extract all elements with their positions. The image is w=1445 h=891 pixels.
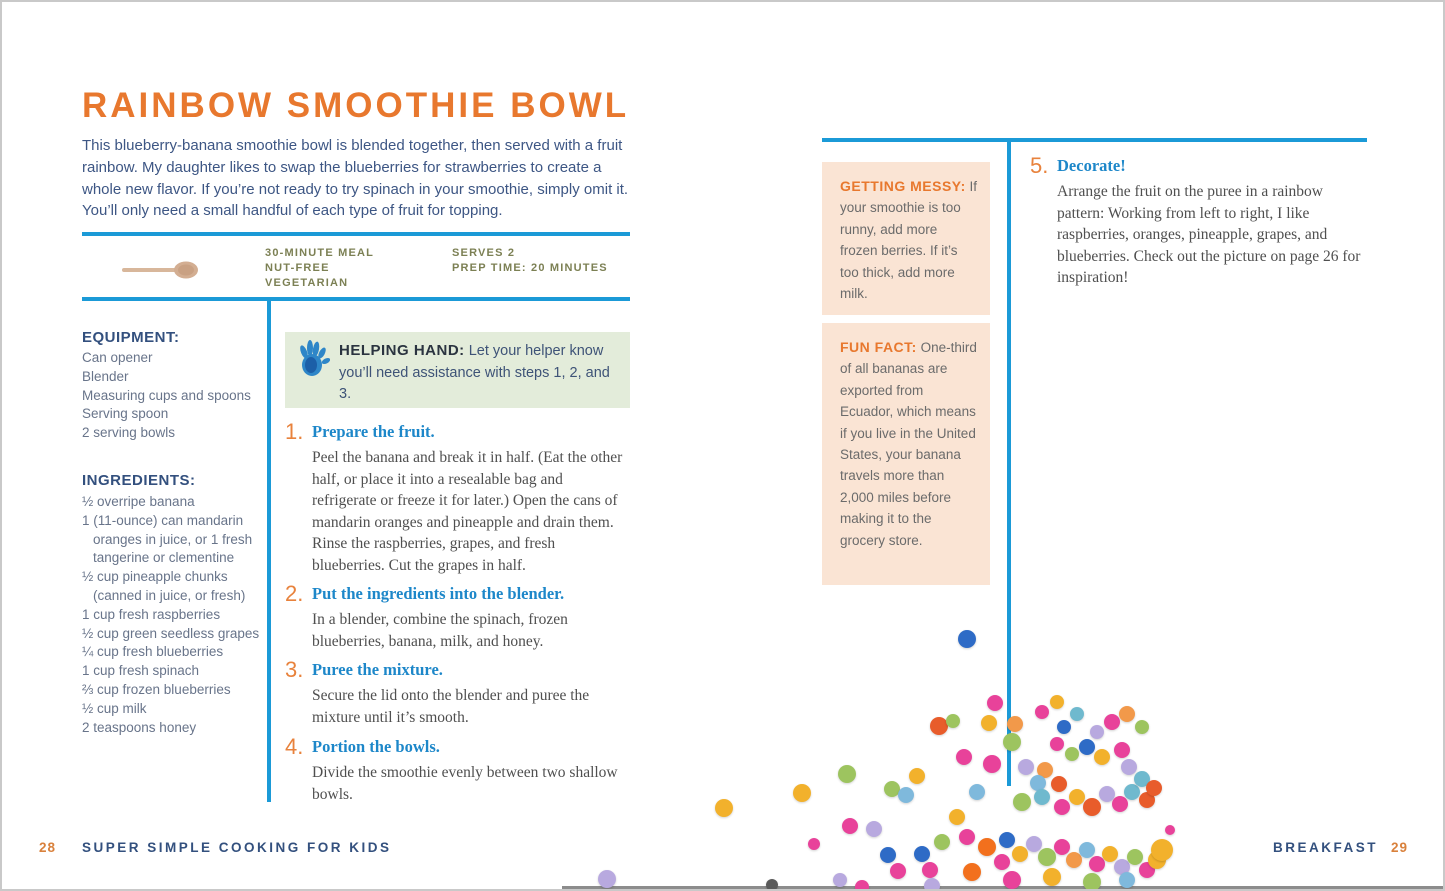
confetti-dot [1026, 836, 1042, 852]
confetti-dot [1003, 733, 1021, 751]
ingredient-item: 1 cup fresh raspberries [82, 606, 221, 622]
confetti-dot [922, 862, 938, 878]
left-column-divider [267, 297, 271, 802]
confetti-dot [1037, 762, 1053, 778]
confetti-dot [987, 695, 1003, 711]
confetti-dot [1104, 714, 1120, 730]
confetti-dot [934, 834, 950, 850]
confetti-dot [793, 784, 811, 802]
wooden-spoon-icon [120, 258, 200, 287]
confetti-dot [959, 829, 975, 845]
confetti-dot [1099, 786, 1115, 802]
confetti-dot [1018, 759, 1034, 775]
confetti-dot [1079, 739, 1095, 755]
confetti-dot [969, 784, 985, 800]
confetti-dot [1050, 737, 1064, 751]
confetti-dot [833, 873, 847, 887]
step-2-body: In a blender, combine the spinach, frozen blueberries, banana, milk, and honey. [312, 611, 568, 650]
step-5 [1030, 153, 1370, 289]
confetti-dot [1070, 707, 1084, 721]
ingredient-item: ¼ cup fresh blueberries [82, 644, 224, 660]
fun-fact-note: FUN FACT: One-third of all bananas are exported from Ecuador, which means if you live in the United States, your banana travels more than 2,000 miles before making it to the grocery store. [840, 339, 977, 548]
confetti-dot [1146, 780, 1162, 796]
confetti-dot [1094, 749, 1110, 765]
ingredient-item: 1 (11-ounce) can mandarin oranges in juice, or 1 fresh tangerine or clementine [82, 512, 253, 566]
ingredient-item: ½ cup green seedless grapes [82, 625, 260, 641]
getting-messy-label: GETTING MESSY: [840, 178, 966, 194]
confetti-dot [1102, 846, 1118, 862]
confetti-dot [909, 768, 925, 784]
confetti-dot [1043, 868, 1061, 886]
step-2 [285, 581, 630, 652]
equipment-item: Can opener [82, 350, 153, 365]
step-5-title: Decorate! [1057, 156, 1126, 175]
confetti-dot [946, 714, 960, 728]
confetti-dot [884, 781, 900, 797]
step-1-title: Prepare the fruit. [312, 422, 435, 441]
confetti-dot [1051, 776, 1067, 792]
ingredient-item: ½ overripe banana [82, 494, 195, 509]
confetti-dot [890, 863, 906, 879]
confetti-dot [1054, 799, 1070, 815]
getting-messy-note: GETTING MESSY: If your smoothie is too runny, add more frozen berries. If it’s too thick, add more milk. [840, 178, 978, 302]
confetti-dot [1066, 852, 1082, 868]
confetti-dot [1012, 846, 1028, 862]
fun-fact-label: FUN FACT: [840, 339, 917, 355]
confetti-dot [963, 863, 981, 881]
right-footer-title: BREAKFAST [1273, 840, 1379, 855]
recipe-intro: This blueberry-banana smoothie bowl is blended together, then served with a fruit rainbow. My daughter likes to swap the blueberries for strawberries to create a whole new flavor. If you’re not ready to try spinach in your smoothie, simply omit it. You’ll only need a small handful of each type of fruit for topping. [82, 137, 629, 220]
ingredient-item: ½ cup pineapple chunks (canned in juice, or fresh) [82, 569, 246, 603]
step-2-number: 2. [285, 581, 304, 606]
confetti-dot [1112, 796, 1128, 812]
helping-hand-note: HELPING HAND: Let your helper know you’ll need assistance with steps 1, 2, and 3. [339, 342, 610, 402]
confetti-dot [1119, 706, 1135, 722]
step-3 [285, 657, 630, 728]
fun-fact-box [822, 323, 990, 585]
hand-icon [296, 340, 330, 385]
confetti-dot [1139, 792, 1155, 808]
confetti-dot [808, 838, 820, 850]
confetti-dot [1139, 862, 1155, 878]
confetti-dot [1035, 705, 1049, 719]
left-page-number: 28 [39, 840, 57, 855]
confetti-dot [842, 818, 858, 834]
confetti-dot [1134, 771, 1150, 787]
confetti-dot [1034, 789, 1050, 805]
step-4-body: Divide the smoothie evenly between two shallow bowls. [312, 764, 618, 803]
confetti-dot [1121, 759, 1137, 775]
ingredient-item: ⅔ cup frozen blueberries [82, 681, 231, 697]
step-1 [285, 419, 630, 577]
meal-tags: 30-MINUTE MEAL NUT-FREE VEGETARIAN [265, 247, 375, 289]
step-1-number: 1. [285, 419, 304, 444]
confetti-dot [715, 799, 733, 817]
confetti-dot [1038, 848, 1056, 866]
equipment-item: Serving spoon [82, 406, 169, 422]
right-column-divider [1007, 138, 1011, 786]
confetti-dot [1013, 793, 1031, 811]
confetti-dot [999, 832, 1015, 848]
confetti-dot [924, 878, 940, 891]
confetti-dot [1057, 720, 1071, 734]
step-4-number: 4. [285, 734, 304, 759]
confetti-dot [1079, 842, 1095, 858]
confetti-dot [983, 755, 1001, 773]
confetti-dot [1127, 849, 1143, 865]
step-3-number: 3. [285, 657, 304, 682]
ingredients-heading: INGREDIENTS: [82, 472, 196, 489]
confetti-dot [1114, 859, 1130, 875]
equipment-item: 2 serving bowls [82, 425, 176, 441]
confetti-dot [1148, 851, 1166, 869]
equipment-heading: EQUIPMENT: [82, 329, 180, 346]
step-4 [285, 734, 630, 805]
equipment-item: Blender [82, 368, 129, 384]
ingredient-item: ½ cup milk [82, 700, 147, 716]
step-3-body: Secure the lid onto the blender and puree the mixture until it’s smooth. [312, 687, 590, 726]
confetti-dot [981, 715, 997, 731]
confetti-dot [1054, 839, 1070, 855]
confetti-dot [1135, 720, 1149, 734]
photo-table-edge [562, 886, 1445, 891]
getting-messy-box [822, 162, 990, 315]
confetti-dot [1089, 856, 1105, 872]
right-page-number: 29 [1391, 840, 1409, 855]
confetti-dot [958, 630, 976, 648]
ingredients-list [82, 493, 264, 737]
confetti-dot [838, 765, 856, 783]
confetti-dot [1065, 747, 1079, 761]
confetti-dot [866, 821, 882, 837]
divider-rule-bottom [82, 297, 630, 301]
confetti-dot [994, 854, 1010, 870]
confetti-dot [914, 846, 930, 862]
confetti-dot [1151, 839, 1173, 861]
left-footer-title: SUPER SIMPLE COOKING FOR KIDS [82, 840, 392, 855]
confetti-dot [956, 749, 972, 765]
meal-serving-info: SERVES 2 PREP TIME: 20 MINUTES [452, 247, 608, 274]
step-2-title: Put the ingredients into the blender. [312, 584, 565, 603]
step-5-body: Arrange the fruit on the puree in a rainbow pattern: Working from left to right, I like raspberries, oranges, pineapple, grapes, and blueberries. Check out the picture on page 26 for inspiration! [1057, 183, 1361, 287]
confetti-dot [1069, 789, 1085, 805]
confetti-dot [766, 879, 778, 891]
step-3-title: Puree the mixture. [312, 660, 443, 679]
equipment-item: Measuring cups and spoons [82, 387, 251, 403]
ingredient-item: 1 cup fresh spinach [82, 663, 200, 679]
confetti-dot [930, 717, 948, 735]
confetti-dot [1050, 695, 1064, 709]
confetti-dot [1030, 775, 1046, 791]
step-5-number: 5. [1030, 153, 1049, 178]
confetti-dot [949, 809, 965, 825]
confetti-dot [880, 847, 896, 863]
confetti-dot [1165, 825, 1175, 835]
confetti-dot [1124, 784, 1140, 800]
confetti-dot [898, 787, 914, 803]
confetti-dot [1114, 742, 1130, 758]
ingredient-item: 2 teaspoons honey [82, 719, 197, 735]
step-1-body: Peel the banana and break it in half. (Eat the other half, or place it into a resealable bag and refrigerate or freeze it for later.) Open the cans of mandarin oranges and pineapple and drain them. Rinse the raspberries, grapes, and fresh blueberries. Cut the grapes in half. [312, 449, 623, 574]
divider-rule-top [82, 232, 630, 236]
right-page-rule [822, 138, 1367, 142]
step-4-title: Portion the bowls. [312, 737, 440, 756]
confetti-dot [1083, 798, 1101, 816]
confetti-dot [1090, 725, 1104, 739]
equipment-list [82, 349, 264, 443]
page-title: RAINBOW SMOOTHIE BOWL [82, 86, 630, 125]
helping-hand-label: HELPING HAND: [339, 342, 465, 359]
confetti-dot [978, 838, 996, 856]
